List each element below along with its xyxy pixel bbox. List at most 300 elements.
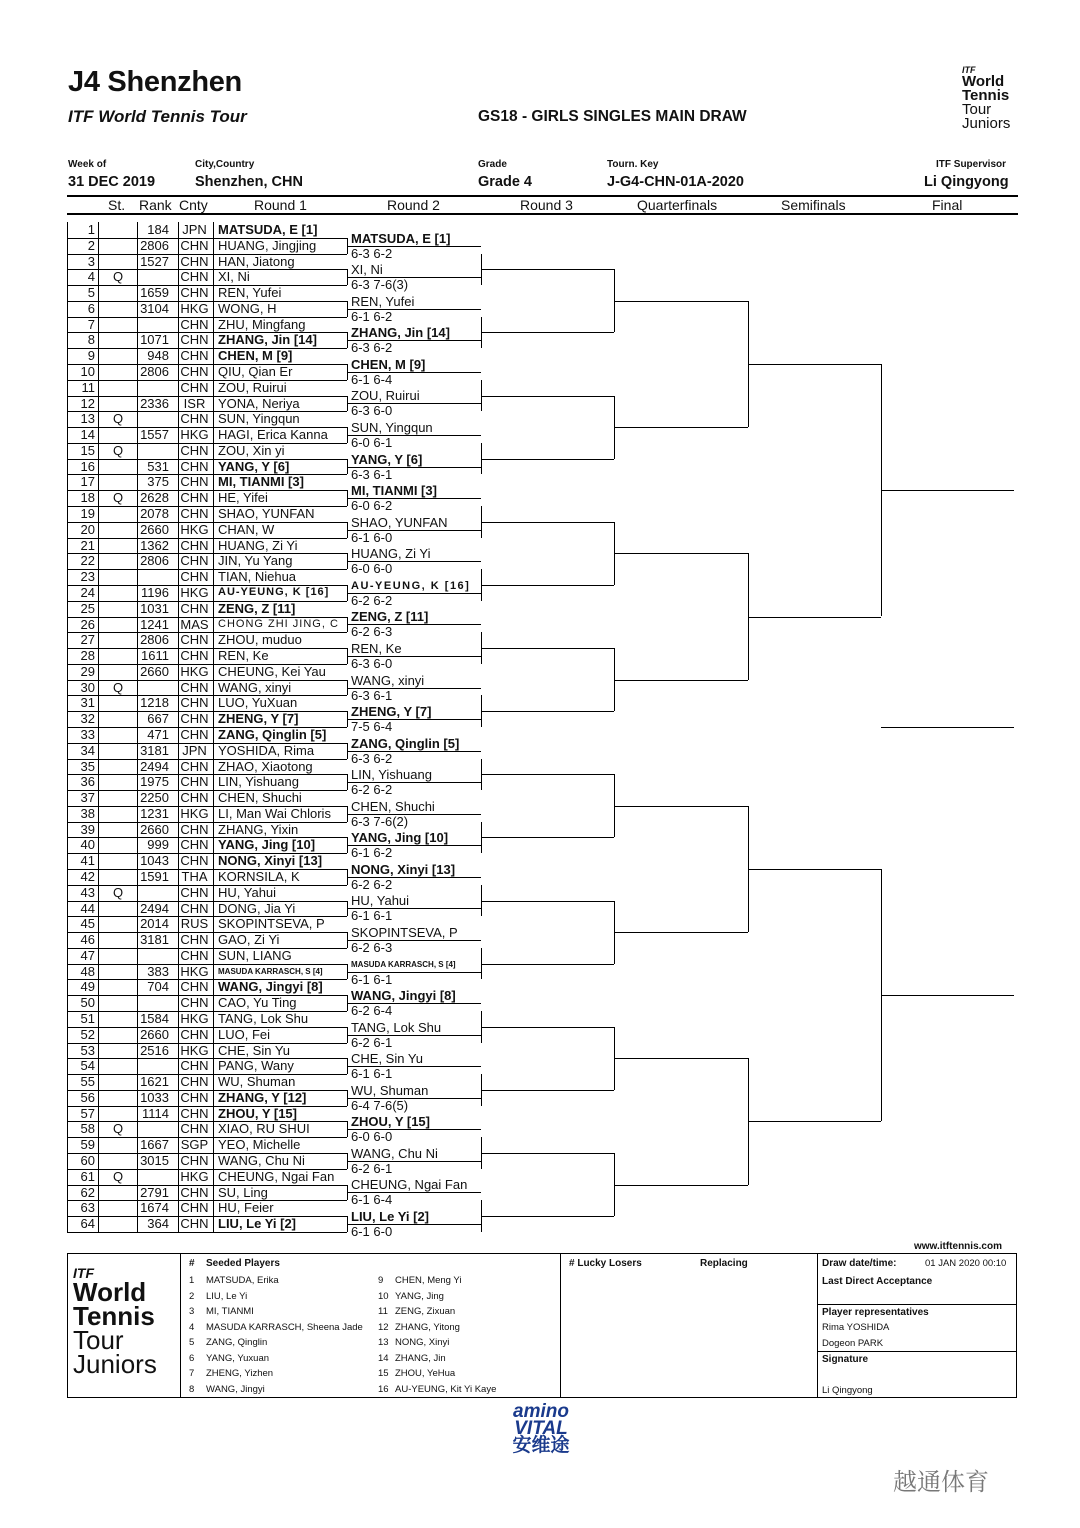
seed-name: MI, TIANMI [206, 1306, 254, 1317]
draw-position: 6 [87, 300, 95, 316]
match-score: 6-0 6-2 [351, 498, 393, 514]
player-rank: 1218 [140, 695, 169, 711]
player-name[interactable]: CHEN, M [9] [218, 348, 293, 364]
draw-position: 40 [80, 837, 95, 853]
match-score: 6-2 6-2 [351, 876, 393, 892]
player-name[interactable]: XI, Ni [218, 269, 250, 285]
player-name[interactable]: LIN, Yishuang [218, 774, 299, 790]
player-country: CHN [180, 821, 209, 837]
draw-position: 56 [80, 1089, 95, 1105]
player-country: CHN [180, 1058, 209, 1074]
round2-player[interactable]: ZHENG, Y [7] [351, 704, 432, 720]
bracket-line [614, 680, 748, 681]
player-rank: 1241 [140, 616, 169, 632]
draw-position: 44 [80, 900, 95, 916]
draw-position: 48 [80, 963, 95, 979]
seed-number: 5 [189, 1337, 195, 1348]
col-semifinals: Semifinals [781, 197, 846, 213]
player-rank: 2660 [140, 521, 169, 537]
draw-date-value: 01 JAN 2020 00:10 [925, 1258, 1007, 1269]
player-name[interactable]: HU, Feier [218, 1200, 274, 1216]
draw-name: GS18 - GIRLS SINGLES MAIN DRAW [478, 108, 747, 125]
draw-position: 31 [80, 695, 95, 711]
player-country: CHN [180, 774, 209, 790]
player-name[interactable]: AU-YEUNG, K [16] [218, 585, 330, 598]
match-score: 6-3 6-2 [351, 340, 393, 356]
seed-number: 13 [378, 1337, 389, 1348]
reps-label: Player representatives [822, 1307, 929, 1318]
player-name[interactable]: CHEUNG, Ngai Fan [218, 1168, 335, 1184]
player-name[interactable]: NONG, Xinyi [13] [218, 853, 323, 869]
player-country: CHN [180, 679, 209, 695]
seed-number: 3 [189, 1306, 195, 1317]
player-rank: 2806 [140, 237, 169, 253]
player-rank: 1584 [140, 1011, 169, 1026]
bracket-line [481, 459, 614, 460]
player-country: CHN [180, 1074, 209, 1090]
round2-player[interactable]: REN, Ke [351, 640, 402, 656]
player-name[interactable]: SUN, Yingqun [218, 411, 300, 427]
player-rank: 364 [147, 1216, 169, 1232]
player-rank: 1071 [140, 332, 169, 348]
itf-juniors-logo: ITF World Tennis Tour Juniors [73, 1265, 157, 1379]
final-line [881, 727, 1014, 728]
draw-position: 58 [80, 1121, 95, 1137]
player-rank: 1674 [140, 1200, 169, 1216]
player-name[interactable]: ZHENG, Y [7] [218, 711, 299, 727]
player-name[interactable]: KORNSILA, K [218, 868, 300, 884]
match-score: 6-4 7-6(5) [351, 1097, 409, 1113]
player-rank: 383 [147, 963, 169, 979]
seed-name: ZANG, Qinglin [206, 1337, 268, 1348]
player-rank: 667 [147, 711, 169, 727]
draw-position: 51 [80, 1011, 95, 1026]
player-name[interactable]: ZHOU, Y [15] [218, 1105, 297, 1121]
draw-position: 17 [80, 474, 95, 490]
player-name[interactable]: ZHOU, muduo [218, 632, 302, 648]
player-country: CHN [180, 537, 209, 553]
bracket-line [748, 364, 881, 365]
player-country: CHN [180, 490, 209, 506]
round2-player[interactable]: WANG, Chu Ni [351, 1145, 438, 1161]
player-name[interactable]: CHEUNG, Kei Yau [218, 663, 326, 679]
seed-name: MASUDA KARRASCH, Sheena Jade [206, 1321, 363, 1333]
bracket-line [481, 774, 614, 775]
draw-position: 43 [80, 884, 95, 900]
player-name[interactable]: HAGI, Erica Kanna [218, 427, 328, 443]
draw-position: 32 [80, 711, 95, 727]
bracket-line [614, 1058, 748, 1059]
round2-player[interactable]: MATSUDA, E [1] [351, 230, 451, 246]
player-rank: 531 [147, 458, 169, 474]
draw-position: 34 [80, 742, 95, 758]
player-name[interactable]: REN, Yufei [218, 285, 282, 301]
seed-number: 10 [378, 1290, 389, 1302]
draw-position: 13 [80, 411, 95, 427]
player-name[interactable]: HUANG, Zi Yi [218, 537, 298, 553]
player-country: CHN [180, 1121, 209, 1137]
player-name[interactable]: SU, Ling [218, 1184, 268, 1200]
player-country: JPN [182, 742, 207, 758]
seed-number: 8 [189, 1383, 195, 1395]
player-name[interactable]: JIN, Yu Yang [218, 553, 293, 569]
round2-player[interactable]: YANG, Jing [10] [351, 830, 449, 846]
player-country: CHN [180, 1184, 209, 1200]
player-name[interactable]: PANG, Wany [218, 1058, 294, 1074]
col-round1: Round 1 [254, 197, 307, 213]
signature-value: Li Qingyong [822, 1385, 873, 1396]
bracket-line [748, 869, 881, 870]
player-name[interactable]: WANG, Jingyi [8] [218, 979, 323, 995]
tour-subtitle: ITF World Tennis Tour [68, 107, 247, 126]
round2-player[interactable]: LIN, Yishuang [351, 767, 432, 783]
row-line [67, 1232, 347, 1233]
player-name[interactable]: XIAO, RU SHUI [218, 1121, 310, 1137]
col-cnty: Cnty [179, 197, 208, 213]
draw-position: 60 [80, 1153, 95, 1169]
draw-position: 3 [87, 253, 95, 269]
player-rank: 2660 [140, 1026, 169, 1042]
player-name[interactable]: CAO, Yu Ting [218, 995, 297, 1011]
player-country: CHN [180, 379, 209, 395]
player-country: CHN [180, 348, 209, 364]
player-name[interactable]: ZHANG, Y [12] [218, 1089, 307, 1105]
bracket-line [481, 396, 614, 397]
draw-position: 41 [80, 853, 95, 869]
player-status: Q [112, 490, 124, 506]
round2-player[interactable]: WANG, xinyi [351, 672, 425, 688]
player-status: Q [112, 269, 124, 285]
player-name[interactable]: MASUDA KARRASCH, S [4] [218, 966, 323, 976]
player-country: CHN [180, 900, 209, 916]
column-header-rule [67, 213, 1018, 215]
player-rank: 2014 [140, 916, 169, 932]
round2-player[interactable]: ZENG, Z [11] [351, 609, 429, 625]
seed-name: YANG, Yuxuan [206, 1352, 270, 1364]
bracket-line [614, 553, 748, 554]
match-score: 6-3 6-2 [351, 750, 393, 766]
player-rank: 471 [147, 726, 169, 742]
player-name[interactable]: SUN, LIANG [218, 947, 292, 963]
player-country: HKG [180, 963, 209, 979]
player-rank: 2336 [140, 395, 169, 411]
player-name[interactable]: GAO, Zi Yi [218, 932, 280, 948]
round2-player[interactable]: ZOU, Ruirui [351, 388, 420, 404]
player-name[interactable]: LIU, Le Yi [2] [218, 1216, 297, 1232]
seed-name: AU-YEUNG, Kit Yi Kaye [395, 1383, 497, 1395]
player-rank: 375 [147, 474, 169, 490]
round2-player[interactable]: XI, Ni [351, 262, 383, 278]
player-name[interactable]: CHAN, W [218, 521, 275, 537]
player-name[interactable]: SKOPINTSEVA, P [218, 916, 325, 932]
last-direct-acceptance: Last Direct Acceptance [822, 1276, 933, 1287]
draw-position: 29 [80, 663, 95, 679]
player-name[interactable]: CHONG ZHI JING, C [218, 617, 339, 630]
draw-position: 7 [87, 316, 95, 332]
round2-player[interactable]: CHEN, Shuchi [351, 798, 435, 814]
player-name[interactable]: HUANG, Jingjing [218, 237, 317, 253]
player-name[interactable]: MI, TIANMI [3] [218, 474, 304, 490]
round2-player[interactable]: CHE, Sin Yu [351, 1051, 424, 1067]
player-country: CHN [180, 711, 209, 727]
round2-player[interactable]: ZANG, Qinglin [5] [351, 735, 460, 751]
player-name[interactable]: WANG, xinyi [218, 679, 292, 695]
player-country: CHN [180, 853, 209, 869]
player-country: CHN [180, 237, 209, 253]
match-score: 6-1 6-2 [351, 308, 393, 324]
round2-player[interactable]: WANG, Jingyi [8] [351, 988, 456, 1004]
player-name[interactable]: HAN, Jiatong [218, 253, 295, 269]
player-name[interactable]: ZOU, Xin yi [218, 442, 285, 458]
player-country: RUS [180, 916, 209, 932]
bracket-line [481, 711, 614, 712]
round2-player[interactable]: AU-YEUNG, K [16] [351, 579, 471, 592]
player-country: CHN [180, 979, 209, 995]
player-rank: 3104 [140, 300, 169, 316]
itf-juniors-logo: ITF World Tennis Tour Juniors [962, 65, 1011, 132]
watermark: 越通体育 [893, 1469, 989, 1496]
round2-player[interactable]: CHEUNG, Ngai Fan [351, 1177, 468, 1193]
player-name[interactable]: ZHANG, Jin [14] [218, 332, 317, 348]
col-round3: Round 3 [520, 197, 573, 213]
player-rank: 1975 [140, 774, 169, 790]
match-score: 6-1 6-1 [351, 971, 393, 987]
player-country: HKG [180, 805, 209, 821]
player-rank: 3015 [140, 1153, 169, 1169]
player-name[interactable]: ZANG, Qinglin [5] [218, 726, 327, 742]
player-country: CHN [180, 726, 209, 742]
player-country: CHN [180, 884, 209, 900]
seed-name: YANG, Jing [395, 1290, 444, 1302]
footer-divider [817, 1253, 818, 1398]
player-name[interactable]: TIAN, Niehua [218, 569, 297, 585]
column-rule [213, 222, 214, 1232]
player-country: HKG [180, 1168, 209, 1184]
player-name[interactable]: CHEN, Shuchi [218, 790, 302, 806]
round2-player[interactable]: YANG, Y [6] [351, 451, 423, 467]
player-name[interactable]: REN, Ke [218, 648, 269, 664]
draw-position: 19 [80, 506, 95, 522]
round2-player[interactable]: ZHANG, Jin [14] [351, 325, 450, 341]
player-name[interactable]: CHE, Sin Yu [218, 1042, 291, 1058]
player-country: CHN [180, 411, 209, 427]
draw-position: 21 [80, 537, 95, 553]
player-rank: 2660 [140, 663, 169, 679]
player-name[interactable]: ZOU, Ruirui [218, 379, 287, 395]
player-rank: 2791 [140, 1184, 169, 1200]
player-country: CHN [180, 364, 209, 380]
match-score: 6-3 6-2 [351, 245, 393, 261]
player-country: CHN [180, 553, 209, 569]
player-country: CHN [180, 1153, 209, 1169]
draw-position: 8 [87, 332, 95, 348]
draw-position: 45 [80, 916, 95, 932]
draw-position: 16 [80, 458, 95, 474]
draw-position: 28 [80, 648, 95, 664]
player-name[interactable]: LI, Man Wai Chloris [218, 805, 331, 821]
bracket-line [481, 332, 614, 333]
round2-player[interactable]: REN, Yufei [351, 293, 415, 309]
round2-player[interactable]: MASUDA KARRASCH, S [4] [351, 959, 456, 969]
website-link[interactable]: www.itftennis.com [914, 1241, 1002, 1252]
draw-position: 14 [80, 427, 95, 443]
player-country: CHN [180, 269, 209, 285]
seed-number: 14 [378, 1352, 389, 1364]
player-name[interactable]: DONG, Jia Yi [218, 900, 296, 916]
match-score: 6-2 6-4 [351, 1003, 393, 1019]
draw-position: 50 [80, 995, 95, 1011]
draw-position: 63 [80, 1200, 95, 1216]
round2-player[interactable]: HU, Yahui [351, 893, 410, 909]
player-name[interactable]: LUO, YuXuan [218, 695, 298, 711]
draw-position: 1 [87, 222, 95, 237]
player-name[interactable]: ZHANG, Yixin [218, 821, 299, 837]
player-name[interactable]: YEO, Michelle [218, 1137, 301, 1153]
player-status: Q [112, 679, 124, 695]
player-name[interactable]: HU, Yahui [218, 884, 277, 900]
match-score: 6-3 7-6(3) [351, 277, 409, 293]
player-country: HKG [180, 521, 209, 537]
lucky-losers-title: # Lucky Losers [569, 1258, 642, 1269]
player-name[interactable]: LUO, Fei [218, 1026, 271, 1042]
player-country: HKG [180, 1011, 209, 1026]
bracket-line [614, 427, 748, 428]
draw-position: 18 [80, 490, 95, 506]
player-name[interactable]: ZHAO, Xiaotong [218, 758, 313, 774]
grade-value: Grade 4 [478, 174, 532, 190]
player-name[interactable]: YOSHIDA, Rima [218, 742, 315, 758]
draw-position: 38 [80, 805, 95, 821]
player-name[interactable]: YANG, Jing [10] [218, 837, 316, 853]
player-country: HKG [180, 427, 209, 443]
player-rank: 3181 [140, 742, 169, 758]
player-name[interactable]: WU, Shuman [218, 1074, 296, 1090]
player-name[interactable]: WANG, Chu Ni [218, 1153, 305, 1169]
week-value: 31 DEC 2019 [68, 174, 156, 190]
round2-player[interactable]: WU, Shuman [351, 1082, 429, 1098]
draw-position: 2 [87, 237, 95, 253]
draw-date-label: Draw date/time: [822, 1258, 897, 1269]
round2-player[interactable]: SHAO, YUNFAN [351, 514, 448, 530]
player-country: CHN [180, 995, 209, 1011]
draw-position: 49 [80, 979, 95, 995]
player-country: CHN [180, 758, 209, 774]
round2-player[interactable]: SUN, Yingqun [351, 420, 433, 436]
column-rule [178, 222, 179, 1232]
seed-number: 15 [378, 1368, 389, 1379]
player-name[interactable]: MATSUDA, E [1] [218, 222, 318, 237]
player-country: CHN [180, 506, 209, 522]
city-label: City,Country [195, 159, 255, 170]
bracket-line [481, 901, 614, 902]
player-status: Q [112, 884, 124, 900]
player-status: Q [112, 1121, 124, 1137]
draw-position: 25 [80, 600, 95, 616]
player-name[interactable]: YANG, Y [6] [218, 458, 290, 474]
player-country: CHN [180, 1026, 209, 1042]
player-rank: 1659 [140, 285, 169, 301]
draw-position: 12 [80, 395, 95, 411]
seed-name: ZENG, Zixuan [395, 1306, 456, 1317]
draw-position: 47 [80, 947, 95, 963]
seed-number: 6 [189, 1352, 195, 1364]
draw-position: 55 [80, 1074, 95, 1090]
player-name[interactable]: QIU, Qian Er [218, 364, 293, 380]
round2-player[interactable]: HUANG, Zi Yi [351, 546, 431, 562]
draw-position: 15 [80, 442, 95, 458]
draw-position: 26 [80, 616, 95, 632]
seed-number: 12 [378, 1321, 389, 1333]
player-name[interactable]: TANG, Lok Shu [218, 1011, 309, 1026]
player-status: Q [112, 411, 124, 427]
seed-number: 7 [189, 1368, 195, 1379]
player-country: CHN [180, 600, 209, 616]
match-score: 6-0 6-1 [351, 435, 393, 451]
seed-name: CHEN, Meng Yi [395, 1275, 462, 1286]
player-country: HKG [180, 300, 209, 316]
sponsor-logo: amino VITAL 安维途 [512, 1401, 570, 1456]
player-country: CHN [180, 1089, 209, 1105]
draw-position: 62 [80, 1184, 95, 1200]
match-score: 6-2 6-2 [351, 592, 393, 608]
seed-name: MATSUDA, Erika [206, 1275, 279, 1286]
match-score: 6-3 6-1 [351, 687, 393, 703]
match-score: 6-0 6-0 [351, 1129, 393, 1145]
round2-player[interactable]: MI, TIANMI [3] [351, 483, 437, 499]
player-name[interactable]: YONA, Neriya [218, 395, 300, 411]
player-name[interactable]: HE, Yifei [218, 490, 268, 506]
match-score: 6-2 6-1 [351, 1160, 393, 1176]
player-country: HKG [180, 663, 209, 679]
player-country: CHN [180, 442, 209, 458]
round2-player[interactable]: CHEN, M [9] [351, 356, 426, 372]
draw-position: 27 [80, 632, 95, 648]
draw-position: 33 [80, 726, 95, 742]
draw-position: 37 [80, 790, 95, 806]
round2-player[interactable]: NONG, Xinyi [13] [351, 861, 456, 877]
round2-player[interactable]: LIU, Le Yi [2] [351, 1209, 430, 1225]
player-rank: 1527 [140, 253, 169, 269]
player-rank: 1043 [140, 853, 169, 869]
player-rank: 704 [147, 979, 169, 995]
city-value: Shenzhen, CHN [195, 174, 303, 190]
draw-position: 22 [80, 553, 95, 569]
footer-divider [817, 1304, 1017, 1305]
seeded-title: Seeded Players [206, 1258, 280, 1269]
player-name[interactable]: ZHU, Mingfang [218, 316, 306, 332]
player-name[interactable]: ZENG, Z [11] [218, 600, 296, 616]
seed-number: 4 [189, 1321, 195, 1333]
player-name[interactable]: SHAO, YUNFAN [218, 506, 315, 522]
match-score: 6-3 6-0 [351, 655, 393, 671]
player-rank: 2516 [140, 1042, 169, 1058]
footer-divider [560, 1253, 561, 1398]
player-name[interactable]: WONG, H [218, 300, 277, 316]
draw-position: 24 [80, 584, 95, 600]
player-rank: 1557 [140, 427, 169, 443]
draw-position: 64 [80, 1216, 95, 1232]
bracket-line [481, 1027, 614, 1028]
round2-player[interactable]: ZHOU, Y [15] [351, 1114, 430, 1130]
round2-player[interactable]: SKOPINTSEVA, P [351, 924, 458, 940]
match-score: 6-1 6-4 [351, 371, 393, 387]
seed-number: 9 [378, 1275, 384, 1286]
seed-name: ZHENG, Yizhen [206, 1368, 274, 1379]
seed-name: ZHANG, Yitong [395, 1321, 460, 1333]
bracket-line [614, 1185, 748, 1186]
draw-position: 4 [87, 269, 95, 285]
round2-player[interactable]: TANG, Lok Shu [351, 1019, 442, 1035]
